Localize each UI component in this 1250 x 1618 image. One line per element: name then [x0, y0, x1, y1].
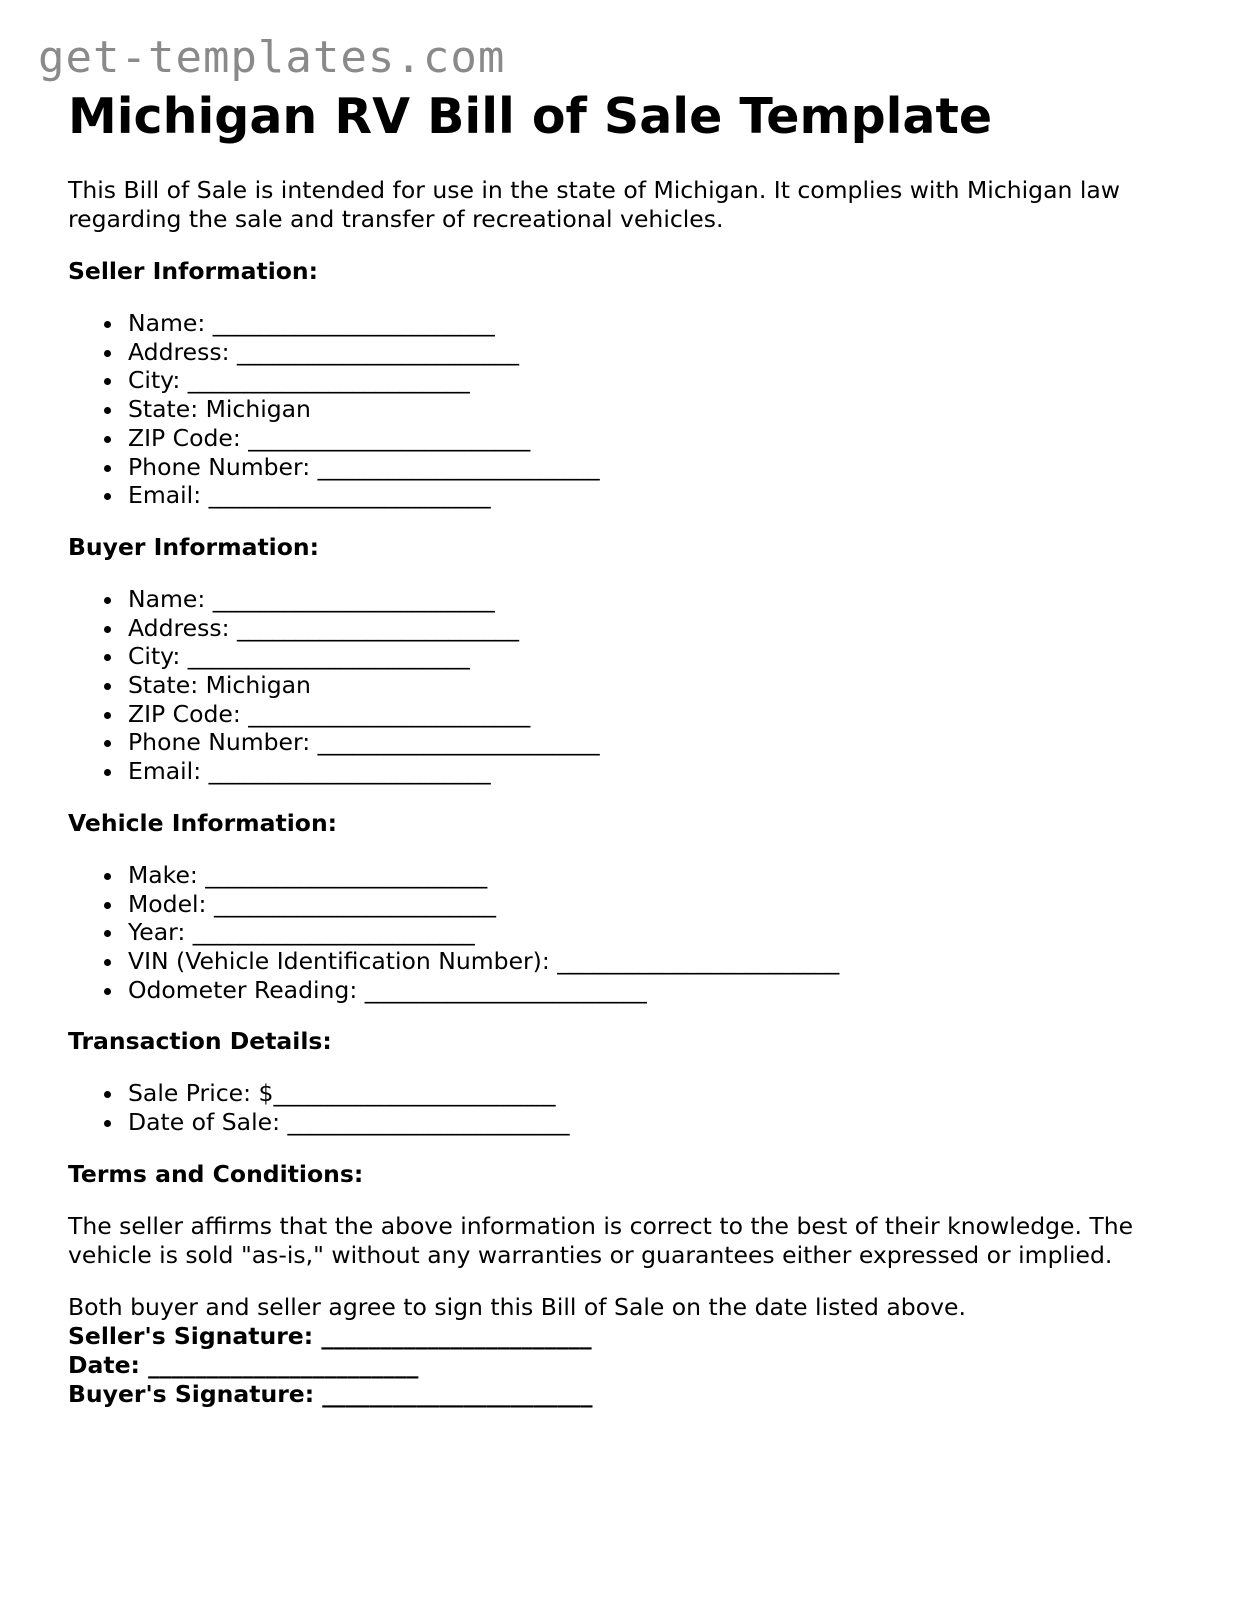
seller-state-field: State: Michigan [128, 395, 1188, 424]
date-of-sale-field: Date of Sale: ________________________ [128, 1108, 1188, 1137]
document-body [68, 86, 1188, 1409]
intro-paragraph: This Bill of Sale is intended for use in the state of Michigan. It complies with Michigan law regarding the sale and transfer of recreational vehicles. [68, 176, 1121, 233]
terms-paragraph: The seller affirms that the above information is correct to the best of their knowledge. The vehicle is sold "as-is," without any warranties or guarantees either expressed or implied. [68, 1211, 1134, 1269]
seller-zip-field: ZIP Code: ________________________ [128, 424, 1188, 453]
vehicle-model-field: Model: ________________________ [128, 890, 1188, 919]
vehicle-info-list [68, 861, 1188, 1005]
buyer-name-field: Name: ________________________ [128, 585, 1188, 614]
signature-date-line: Date: _______________________ [68, 1350, 419, 1379]
seller-info-list [68, 309, 1188, 510]
page-title: Michigan RV Bill of Sale Template [68, 88, 993, 145]
buyer-state-field: State: Michigan [128, 671, 1188, 700]
seller-phone-field: Phone Number: ________________________ [128, 453, 1188, 482]
seller-address-field: Address: ________________________ [128, 338, 1188, 367]
vehicle-odometer-field: Odometer Reading: ________________________ [128, 976, 1188, 1005]
buyer-email-field: Email: ________________________ [128, 757, 1188, 786]
seller-email-field: Email: ________________________ [128, 481, 1188, 510]
vehicle-year-field: Year: ________________________ [128, 918, 1188, 947]
vehicle-vin-field: VIN (Vehicle Identification Number): ________________________ [128, 947, 1188, 976]
seller-city-field: City: ________________________ [128, 366, 1188, 395]
buyer-address-field: Address: ________________________ [128, 614, 1188, 643]
watermark: get-templates.com [38, 32, 506, 83]
buyer-info-list [68, 585, 1188, 786]
vehicle-make-field: Make: ________________________ [128, 861, 1188, 890]
buyer-phone-field: Phone Number: ________________________ [128, 728, 1188, 757]
buyer-zip-field: ZIP Code: ________________________ [128, 700, 1188, 729]
seller-section-heading: Seller Information: [68, 257, 319, 285]
vehicle-section-heading: Vehicle Information: [68, 808, 338, 837]
transaction-section-heading: Transaction Details: [68, 1027, 332, 1056]
terms-section-heading: Terms and Conditions: [68, 1159, 364, 1188]
buyer-signature-line: Buyer's Signature: _______________________ [68, 1379, 593, 1408]
seller-signature-line: Seller's Signature: _______________________ [68, 1321, 592, 1350]
seller-name-field: Name: ________________________ [128, 309, 1188, 338]
buyer-city-field: City: ________________________ [128, 642, 1188, 671]
buyer-section-heading: Buyer Information: [68, 532, 320, 561]
sale-price-field: Sale Price: $________________________ [128, 1079, 1188, 1108]
transaction-info-list [68, 1079, 1188, 1136]
agreement-paragraph: Both buyer and seller agree to sign this Bill of Sale on the date listed above. [68, 1292, 966, 1321]
